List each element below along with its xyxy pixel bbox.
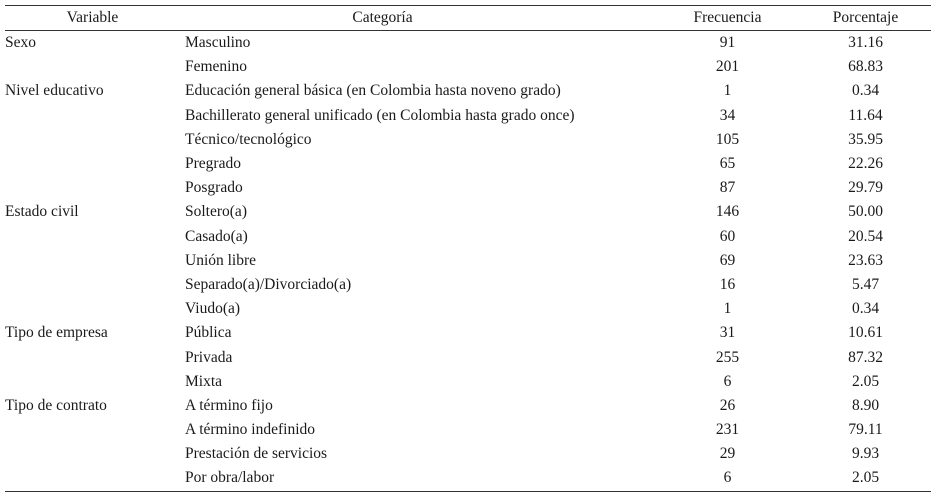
demographics-table <box>5 5 931 492</box>
cell-variable <box>5 418 180 442</box>
cell-variable <box>5 55 180 79</box>
cell-percentage: 9.93 <box>851 445 880 463</box>
table-row <box>5 55 931 79</box>
table-header <box>5 6 931 31</box>
table-row <box>5 442 931 466</box>
demographics-table-container <box>5 5 931 492</box>
table-body <box>5 31 931 492</box>
cell-frequency: 255 <box>715 348 740 366</box>
table-row <box>5 79 931 103</box>
cell-variable <box>5 152 180 176</box>
header-variable: Variable <box>5 6 180 31</box>
cell-percentage: 8.90 <box>851 396 880 414</box>
cell-percentage: 20.54 <box>848 227 883 245</box>
cell-category: Prestación de servicios <box>185 445 328 463</box>
cell-variable: Tipo de contrato <box>5 396 107 414</box>
cell-percentage: 10.61 <box>848 324 883 342</box>
cell-percentage: 31.16 <box>848 34 883 52</box>
table-row <box>5 321 931 345</box>
table-row <box>5 225 931 249</box>
cell-variable: Nivel educativo <box>5 82 104 100</box>
table-row <box>5 273 931 297</box>
header-row <box>5 6 931 31</box>
cell-percentage: 35.95 <box>848 130 883 148</box>
table-row <box>5 176 931 200</box>
cell-category: Masculino <box>185 34 251 52</box>
cell-category: Posgrado <box>185 179 243 197</box>
cell-percentage: 29.79 <box>848 179 883 197</box>
cell-frequency: 69 <box>719 251 736 269</box>
cell-variable <box>5 297 180 321</box>
cell-frequency: 34 <box>719 106 736 124</box>
cell-percentage: 0.34 <box>851 82 880 100</box>
cell-percentage: 11.64 <box>848 106 883 124</box>
cell-frequency: 231 <box>715 421 740 439</box>
table-row <box>5 418 931 442</box>
table-row <box>5 297 931 321</box>
cell-category: A término indefinido <box>185 421 316 439</box>
cell-category: Educación general básica (en Colombia hasta noveno grado) <box>185 82 561 100</box>
table-row <box>5 466 931 491</box>
cell-percentage: 87.32 <box>848 348 883 366</box>
cell-percentage: 2.05 <box>800 466 931 491</box>
table-row <box>5 152 931 176</box>
cell-variable: Tipo de empresa <box>5 324 108 342</box>
cell-category: Pública <box>185 324 232 342</box>
cell-category: A término fijo <box>185 396 273 414</box>
cell-category: Viudo(a) <box>185 300 241 318</box>
cell-variable <box>5 128 180 152</box>
cell-variable <box>5 104 180 128</box>
cell-frequency: 31 <box>719 324 736 342</box>
cell-frequency: 6 <box>655 466 800 491</box>
table-row <box>5 200 931 224</box>
cell-category: Técnico/tecnológico <box>185 130 312 148</box>
cell-frequency: 65 <box>719 155 736 173</box>
cell-variable: Estado civil <box>5 203 79 221</box>
table-row <box>5 394 931 418</box>
cell-category: Soltero(a) <box>185 203 247 221</box>
cell-category: Mixta <box>185 372 223 390</box>
table-row <box>5 128 931 152</box>
cell-percentage: 2.05 <box>851 372 880 390</box>
cell-frequency: 6 <box>723 372 732 390</box>
table-row <box>5 249 931 273</box>
cell-percentage: 68.83 <box>848 58 883 76</box>
cell-category: Separado(a)/Divorciado(a) <box>185 275 352 293</box>
cell-frequency: 26 <box>719 396 736 414</box>
cell-frequency: 105 <box>715 130 740 148</box>
cell-frequency: 1 <box>723 82 732 100</box>
cell-variable <box>5 442 180 466</box>
cell-frequency: 29 <box>719 445 736 463</box>
cell-percentage: 79.11 <box>848 421 883 439</box>
header-percentage: Porcentaje <box>800 6 931 31</box>
cell-category: Femenino <box>185 58 247 76</box>
cell-variable <box>5 176 180 200</box>
cell-frequency: 1 <box>723 300 732 318</box>
header-frequency: Frecuencia <box>655 6 800 31</box>
cell-category: Por obra/labor <box>180 466 655 491</box>
cell-variable: Sexo <box>5 34 36 52</box>
table-row <box>5 31 931 56</box>
cell-variable <box>5 273 180 297</box>
cell-percentage: 0.34 <box>851 300 880 318</box>
table-row <box>5 370 931 394</box>
cell-category: Unión libre <box>185 251 257 269</box>
cell-variable <box>5 249 180 273</box>
cell-frequency: 146 <box>715 203 740 221</box>
cell-percentage: 50.00 <box>848 203 883 221</box>
table-row <box>5 345 931 369</box>
cell-frequency: 60 <box>719 227 736 245</box>
cell-frequency: 91 <box>719 34 736 52</box>
cell-variable <box>5 225 180 249</box>
cell-frequency: 201 <box>715 58 740 76</box>
cell-variable <box>5 466 180 491</box>
cell-frequency: 87 <box>719 179 736 197</box>
table-row <box>5 104 931 128</box>
cell-percentage: 22.26 <box>848 155 883 173</box>
cell-variable <box>5 345 180 369</box>
cell-category: Privada <box>185 348 233 366</box>
cell-variable <box>5 370 180 394</box>
cell-percentage: 23.63 <box>848 251 883 269</box>
header-category: Categoría <box>180 6 655 31</box>
cell-category: Pregrado <box>185 155 241 173</box>
cell-category: Casado(a) <box>185 227 248 245</box>
cell-percentage: 5.47 <box>851 275 880 293</box>
cell-category: Bachillerato general unificado (en Colombia hasta grado once) <box>185 106 575 124</box>
cell-frequency: 16 <box>719 275 736 293</box>
